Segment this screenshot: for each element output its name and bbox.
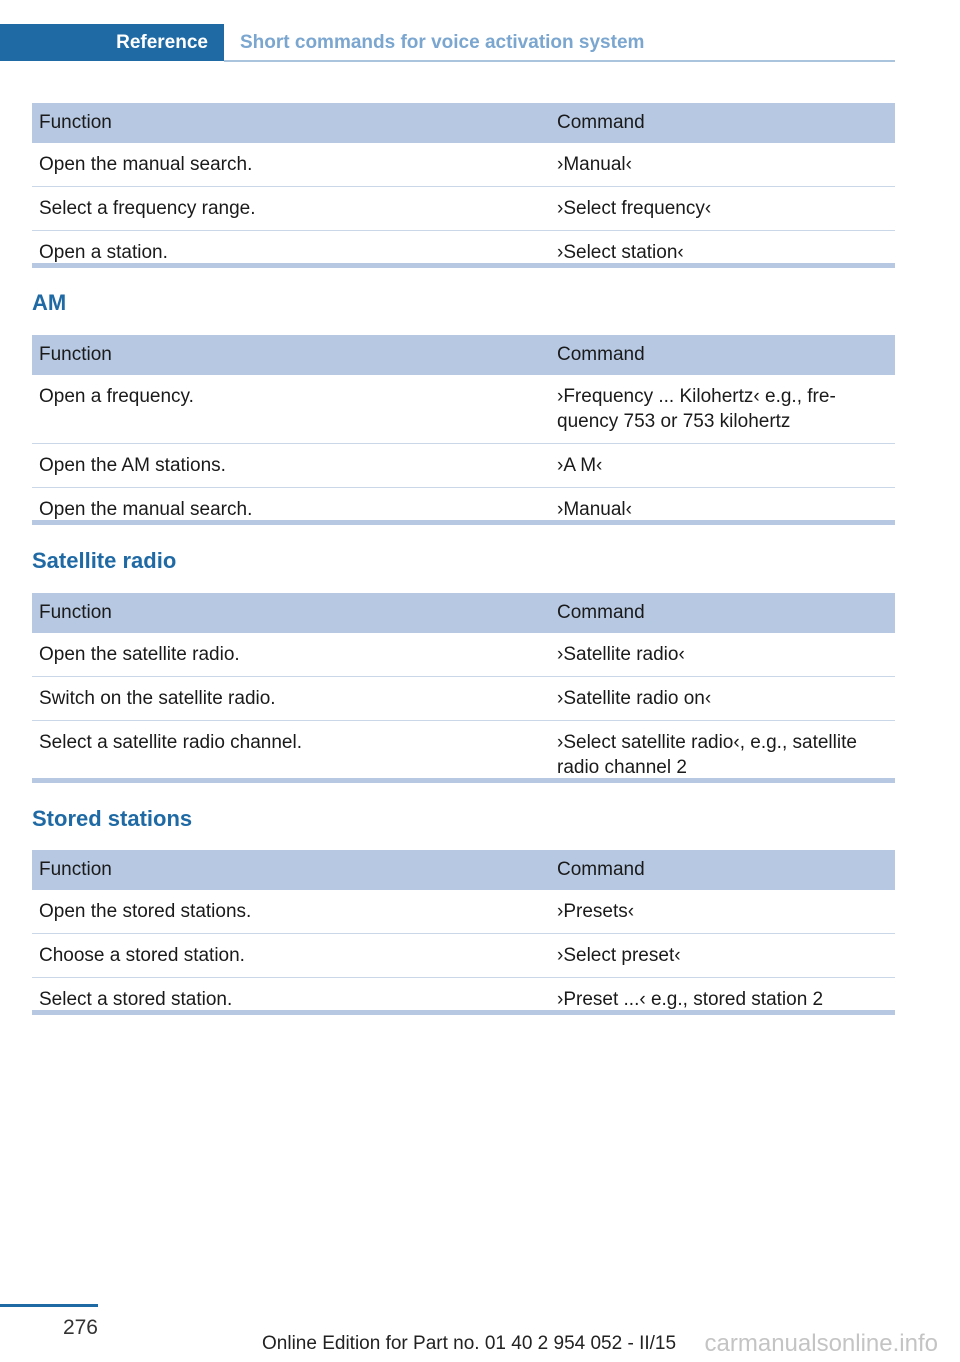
column-header-command: Command xyxy=(550,335,895,375)
command-cell: ›Manual‹ xyxy=(550,143,895,187)
function-cell: Open the manual search. xyxy=(32,143,550,187)
command-cell: ›Select preset‹ xyxy=(550,934,895,978)
function-cell: Open the AM stations. xyxy=(32,444,550,488)
column-header-function: Function xyxy=(32,850,550,890)
command-cell: ›Preset ...‹ e.g., stored station 2 xyxy=(557,989,824,1010)
table-row xyxy=(32,633,895,677)
header-section-tab: Reference xyxy=(0,24,224,61)
command-cell: ›Presets‹ xyxy=(550,890,895,934)
table-end-rule xyxy=(32,778,895,783)
command-cell: ›Frequency ... Kilohertz‹ e.g., fre‐quency 753 or 753 kilohertz xyxy=(550,375,895,444)
page-header xyxy=(0,24,895,62)
function-cell: Select a frequency range. xyxy=(32,187,550,231)
command-cell: ›Satellite radio‹ xyxy=(550,633,895,677)
table-end-rule xyxy=(32,520,895,525)
header-rule xyxy=(224,60,895,62)
table-row xyxy=(32,187,895,231)
function-cell: Open a frequency. xyxy=(32,375,550,444)
column-header-command: Command xyxy=(550,593,895,633)
am-command-table xyxy=(32,335,895,531)
function-cell: Open the satellite radio. xyxy=(32,633,550,677)
function-cell: Switch on the satellite radio. xyxy=(32,677,550,721)
command-cell: ›Select frequency‹ xyxy=(550,187,895,231)
edition-text: Online Edition for Part no. 01 40 2 954 052 - II/15 xyxy=(262,1333,677,1354)
fm-command-table xyxy=(32,103,895,274)
satellite-command-table xyxy=(32,593,895,789)
section-title-satellite-radio: Satellite radio xyxy=(32,548,177,573)
command-cell: ›Satellite radio on‹ xyxy=(550,677,895,721)
table-end-rule xyxy=(32,263,895,268)
page-number: 276 xyxy=(62,1316,98,1339)
function-cell: Open the manual search. xyxy=(39,499,253,520)
column-header-function: Function xyxy=(32,103,550,143)
section-title-am: AM xyxy=(32,290,67,315)
function-cell: Open a station. xyxy=(39,242,168,263)
stored-command-table xyxy=(32,850,895,1021)
column-header-command: Command xyxy=(550,850,895,890)
function-cell: Select a satellite radio channel. xyxy=(39,732,302,753)
footer-rule xyxy=(0,1304,98,1307)
column-header-function: Function xyxy=(32,593,550,633)
table-row xyxy=(32,444,895,488)
function-cell: Open the stored stations. xyxy=(32,890,550,934)
table-row xyxy=(32,375,895,444)
header-title: Short commands for voice activation system xyxy=(240,32,645,53)
command-cell: ›Manual‹ xyxy=(557,499,632,520)
function-cell: Select a stored station. xyxy=(39,989,233,1010)
watermark: carmanualsonline.info xyxy=(704,1330,938,1357)
table-row xyxy=(32,890,895,934)
function-cell: Choose a stored station. xyxy=(32,934,550,978)
table-row xyxy=(32,677,895,721)
command-cell: ›Select satellite radio‹, e.g., satellite radio channel 2 xyxy=(557,732,857,778)
table-end-rule xyxy=(32,1010,895,1015)
section-title-stored-stations: Stored stations xyxy=(32,806,193,831)
column-header-command: Command xyxy=(550,103,895,143)
command-cell: ›Select station‹ xyxy=(557,242,684,263)
command-cell: ›A M‹ xyxy=(550,444,895,488)
table-row xyxy=(32,934,895,978)
column-header-function: Function xyxy=(32,335,550,375)
table-row xyxy=(32,143,895,187)
